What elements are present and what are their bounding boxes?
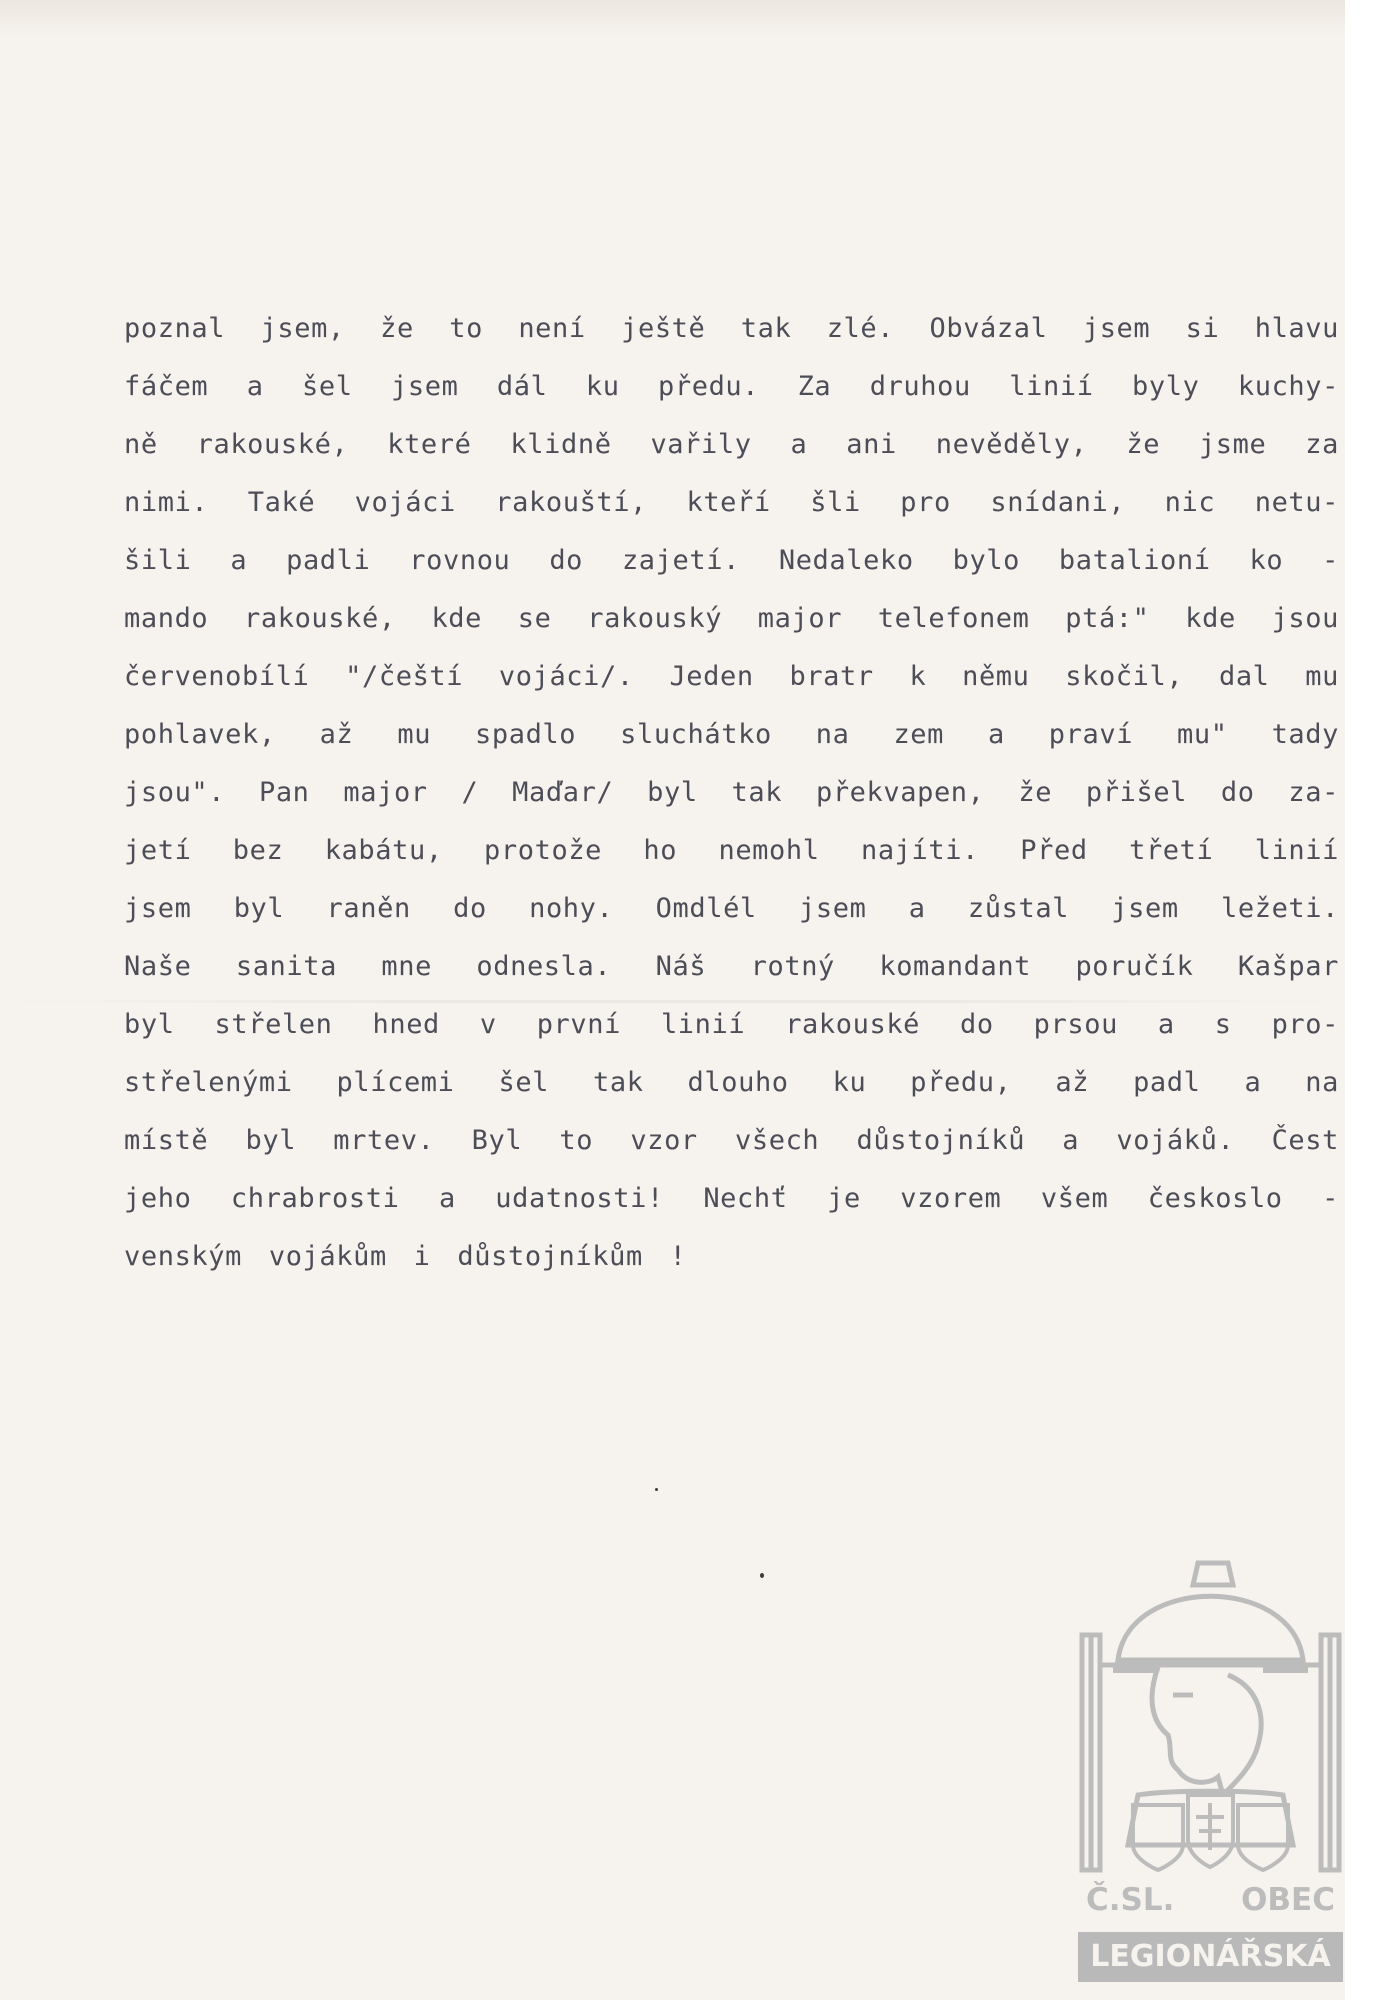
text-line: pohlavek, až mu spadlo sluchátko na zem a praví mu" tady [124,719,1339,750]
text-line: jetí bez kabátu, protože ho nemohl najíti. Před třetí linií [124,835,1339,866]
text-line: jsou". Pan major / Maďar/ byl tak překvapen, že přišel do za- [124,777,1339,808]
text-line: střelenými plícemi šel tak dlouho ku předu, až padl a na [124,1067,1339,1098]
text-line: byl střelen hned v první linií rakouské do prsou a s pro- [124,1009,1339,1040]
legion-watermark [1078,1545,1343,2000]
text-line: šili a padli rovnou do zajetí. Nedaleko bylo batalioní ko - [124,545,1339,576]
watermark-title-row [1078,1875,1343,1925]
paper-top-shadow [0,0,1345,38]
text-line: fáčem a šel jsem dál ku předu. Za druhou linií byly kuchy- [124,371,1339,402]
text-line: ně rakouské, které klidně vařily a ani nevěděly, že jsme za [124,429,1339,460]
text-line: poznal jsem, že to není ještě tak zlé. Obvázal jsem si hlavu [124,313,1339,344]
text-line: Naše sanita mne odnesla. Náš rotný komandant poručík Kašpar [124,951,1339,982]
text-line: jeho chrabrosti a udatnosti! Nechť je vzorem všem českoslo - [124,1183,1339,1214]
watermark-abbreviation: Č.SL. [1086,1882,1175,1918]
paper-speck [655,1488,658,1491]
text-line: jsem byl raněn do nohy. Omdlél jsem a zůstal jsem ležeti. [124,893,1339,924]
text-line: místě byl mrtev. Byl to vzor všech důstojníků a vojáků. Čest [124,1125,1339,1156]
text-line: červenobílí "/čeští vojáci/. Jeden bratr k němu skočil, dal mu [124,661,1339,692]
page-margin [1345,0,1386,2000]
watermark-subtitle: LEGIONÁŘSKÁ [1078,1932,1343,1982]
text-line: mando rakouské, kde se rakouský major telefonem ptá:" kde jsou [124,603,1339,634]
paper-speck [760,1573,764,1578]
text-line: nimi. Také vojáci rakouští, kteří šli pro snídani, nic netu- [124,487,1339,518]
text-line: venským vojákům i důstojníkům ! [124,1241,687,1272]
typewritten-text [124,300,1339,1286]
watermark-word: OBEC [1241,1882,1335,1918]
legionnaire-emblem-icon [1078,1545,1343,1875]
